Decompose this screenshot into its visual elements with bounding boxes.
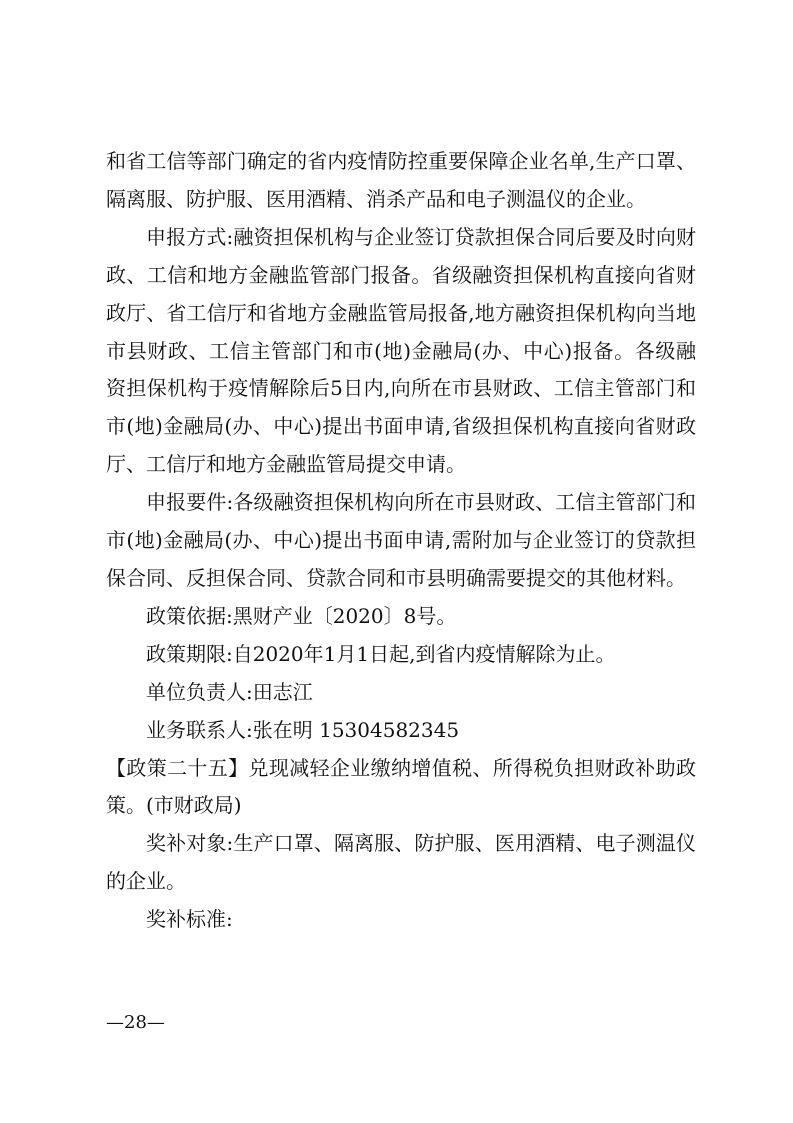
- paragraph-application-documents: 申报要件:各级融资担保机构向所在市县财政、工信主管部门和市(地)金融局(办、中心)提出书面申请,需附加与企业签订的贷款担保合同、反担保合同、贷款合同和市县明确需要提交的其他材料。: [106, 490, 696, 590]
- paragraph-application-method: 申报方式:融资担保机构与企业签订贷款担保合同后要及时向财政、工信和地方金融监管部门报备。省级融资担保机构直接向省财政厅、省工信厅和省地方金融监管局报备,地方融资担保机构向当地市县财政、工信主管部门和市(地)金融局(办、中心)报备。各级融资担保机构于疫情解除后5日内,向所在市县财政、工信主管部门和市(地)金融局(办、中心)提出书面申请,省级担保机构直接向省财政厅、工信厅和地方金融监管局提交申请。: [106, 224, 696, 477]
- paragraph-eligible-enterprises: 和省工信等部门确定的省内疫情防控重要保障企业名单,生产口罩、隔离服、防护服、医用酒精、消杀产品和电子测温仪的企业。: [106, 149, 696, 211]
- paragraph-subsidy-standard: 奖补标准:: [146, 907, 233, 932]
- paragraph-subsidy-targets: 奖补对象:生产口罩、隔离服、防护服、医用酒精、电子测温仪的企业。: [106, 831, 696, 894]
- page-number: —28—: [106, 1012, 165, 1033]
- paragraph-business-contact: 业务联系人:张在明 15304582345: [146, 717, 460, 742]
- document-body: [106, 143, 696, 939]
- paragraph-policy-basis: 政策依据:黑财产业〔2020〕8号。: [146, 603, 457, 628]
- paragraph-policy-25-heading: 【政策二十五】兑现减轻企业缴纳增值税、所得税负担财政补助政策。(市财政局): [106, 755, 696, 818]
- paragraph-unit-head: 单位负责人:田志江: [146, 679, 313, 704]
- paragraph-policy-period: 政策期限:自2020年1月1日起,到省内疫情解除为止。: [146, 641, 616, 666]
